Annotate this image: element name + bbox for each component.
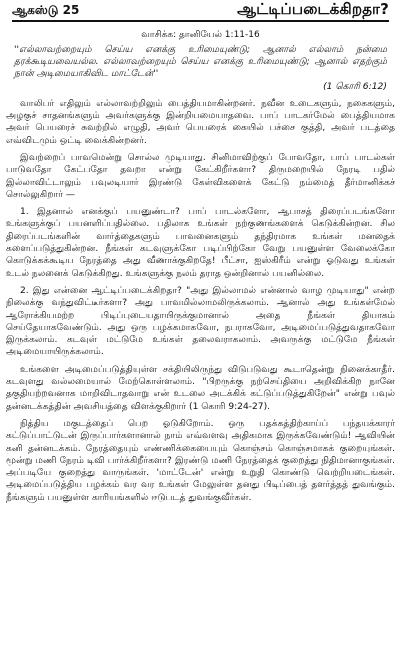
key-verse-text: ''எல்லாவற்றையும் செய்ய எனக்கு உரிமையுண்டு; ஆனால் எல்லாம் நன்மை தரக்கூடியவையல்ல. எல்லாவற்றையும் செய்ய எனக்கு உரிமையுண்டு; ஆனால் எதற்கும் நான் அடிமையாகிவிட மாட்டேன்'' <box>14 44 387 80</box>
key-verse-reference: (1 கொரி 6:12) <box>323 80 387 92</box>
body-paragraph-1: வாலிபர் எதிலும் எல்லாவற்றிலும் பைத்தியமாகின்றனர். நவீன உடைகளும், நகைகளும், அழகுச் சாதனங்களும் அவர்களுக்கு இன்றியமையாதவை. பாப் பாடகர்மேல் பைத்தியமாக அவர் பெயரைச் சுவற்றில் எழுதி, அவர் பெயரைக் கையில் பச்சை குத்தி, அவர் படத்தை எவ்விடமும் ஒட்டி வைக்கின்றனர். <box>6 98 395 146</box>
body-paragraph-5: உங்களை அடிமைப்படுத்தியுள்ள சக்தியிலிருந்து விடுபடுவது கூடாதென்று நினைக்காதீர். கடவுளது வல்லமையால் மேற்கொள்ளலாம். "பிறருக்கு நற்செய்தியை அறிவிக்கிற நானே தகுதியற்றவனாக மாறிவிடாதவாறு என் உடலை அடக்கிக் கட்டுப்படுத்துகிறேன்" என்று பவுல் தன்னடக்கத்தின் அவசியத்தை விளக்குகிறார் (1 கொரி 9:24-27). <box>6 364 395 412</box>
page-title: ஆட்டிப்படைக்கிறதா? <box>237 0 389 18</box>
body-paragraph-4: 2. இது என்னை ஆட்டிப்படைக்கிறதா? "அது இல்லாமல் என்னால் வாழ முடியாது" என்ற நிலைக்கு வந்துவிட்டீர்களா? அது பாவமில்லாமலிருக்கலாம். ஆனால் அது உங்கள்மேல் ஆரோக்கியமற்ற பிடிப்புடையதாயிருக்குமானால் அதை நீங்கள் தியாகம் செய்தேயாகவேண்டும். அது ஒரு பழக்கமாகவோ, நபராகவோ, அடிமைப்படுத்துவதாகவோ இருக்கலாம். கடவுள் மட்டுமே உங்கள் தலைவராகலாம். அவருக்கு மட்டுமே நீங்கள் அடிமையாயிருக்கலாம். <box>6 285 395 358</box>
key-verse <box>14 44 387 93</box>
scripture-reading: வாசிக்க: தானியேல் 1:11-16 <box>141 30 260 40</box>
body-paragraph-2: இவற்றைப் பாவமென்று சொல்ல முடியாது. சினிமாவிற்குப் போவதோ, பாப் பாடல்கள் பாடுவதோ கேட்பதோ தவறா என்று கேட்கிறீர்களா? திருமறையில் நேரடி பதில் இல்லாவிட்டாலும் பவுலடியார் இரண்டு கேள்விகளைக் கேட்டு நம்மைத் தீர்மானிக்கச் சொல்லுகிறார் — <box>6 153 395 200</box>
body-paragraph-6: நித்திய மகுடத்தைப் பெற ஓடுகிறோம். ஒரு பதக்கத்திற்காய்ப் பந்தயக்காரர் கட்டுப்பாட்டுடன் இருப்பார்களானால் நாம் எவ்வளவு அதிகமாக இருக்கவேண்டும்! ஆவியின் கனி தன்னடக்கம். நேரத்தையும் எண்ணிக்கையையும் கொஞ்சம் கொஞ்சமாகக் குறையுங்கள். மூன்று மணி நேரம் டிவி பார்க்கிறீர்களா? இரண்டு மணி நேரத்தைக் குறைத்து நிதிமானாகுங்கள். அப்படியே குறைத்து வாருங்கள். 'மாட்டேன்' என்று உறுதி கொண்டு வெற்றியடைங்கள். அடிமைப்படுத்திய பழக்கம் வர வர உங்கள் மேலுள்ள தனது பிடிப்பைத் தளர்த்தத் துவங்கும். நீங்களும் பயனுள்ள காரியங்களில் ஈடுபடத் துவங்குவீர்கள். <box>6 418 395 503</box>
header-rule <box>12 20 389 22</box>
page-header <box>6 0 395 24</box>
body-paragraph-3: 1. இதனால் எனக்குப் பயனுண்டா? பாப் பாடல்களோ, ஆபாசத் திரைப்படங்களோ உங்களுக்குப் பயனளிப்பதில்லை. பதிலாக உங்கள் நற்குணங்களைக் கெடுக்கின்றன. சில திரைப்படங்களின் வார்த்தைகளும் பாவனைகளும் தந்திரமாக உங்கள் மனதைக் களைப்படுத்துகின்றன. நீங்கள் கடவுளுக்கோ படிப்பிற்கோ வேறு பயனுள்ள வேலைக்கோ கொடுக்கக்கூடிய நேரத்தை அது வீணாக்குகிறதே! பீட்சா, ஐஸ்கிரீம் என்று ஓடுவது உங்கள் உடல் நலனைக் கெடுக்கிறது. உங்களுக்கு நலம் தராத ஒன்றினால் பயனில்லை. <box>6 207 395 279</box>
page-date: ஆகஸ்டு 25 <box>12 3 79 22</box>
